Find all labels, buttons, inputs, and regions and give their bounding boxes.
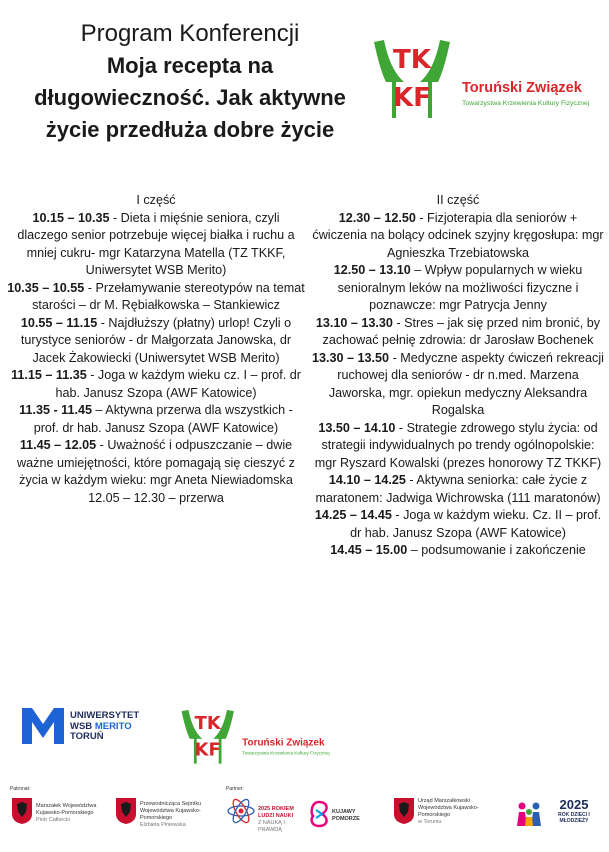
program-part-2 [312,192,604,560]
tkkf-subtitle: Towarzystwa Krzewienia Kultury Fizycznej [462,100,590,107]
agenda-time: 13.10 – 13.30 [315,315,393,330]
agenda-time: 11.35 - 11.45 [19,403,92,417]
wsb-line-2b: MERITO [94,720,132,732]
agenda-time: 12.30 – 12.50 [338,210,416,225]
agenda-item [312,350,604,420]
region-crest-icon [394,798,414,824]
title-line-3: długowieczność. Jak aktywne [34,85,346,110]
agenda-item [6,280,306,315]
svg-text:KF: KF [194,739,221,761]
kujawy-pomorze-icon [308,800,330,828]
partners-footer [0,772,609,852]
wsb-m-icon [22,708,64,744]
children-youth-icon [514,800,544,828]
agenda-desc: - Strategie zdrowego stylu życia: od strategii indywidualnych po trendy ogólnopolskie: mgr Ryszard Kowalski (prezes honorowy TZ TKKF) [314,420,602,470]
agenda-item [312,420,604,473]
agenda-desc: - Fizjoterapia dla seniorów + ćwiczenia na bolący odcinek szyjny kręgosłupa: mgr Agnieszka Trzebiatowska [312,210,604,260]
agenda-desc: – Aktywna przerwa dla wszystkich - prof. dr hab. Janusz Szopa (AWF Katowice) [33,403,293,435]
agenda-item [312,262,604,315]
svg-text:TK: TK [194,713,221,735]
agenda-time: 14.45 – 15.00 [330,543,408,557]
wsb-line-3: TORUŃ [70,731,104,742]
agenda-desc: - Uważność i odpuszczanie – dwie ważne umiejętności, które pomagają się cieszyć z życia w każdym wieku: mgr Aneta Niewiadomska [17,438,295,487]
wsb-merito-logo [22,708,152,744]
region-crest-icon [116,798,136,824]
agenda-time: 14.10 – 14.25 [328,473,406,487]
wsb-line-1: UNIWERSYTET [70,710,140,721]
agenda-item [312,315,604,350]
agenda-desc: - Joga w każdym wieku cz. I – prof. dr hab. Janusz Szopa (AWF Katowice) [55,368,301,400]
kujawy-line-1: KUJAWY [332,809,356,815]
patron-1-name: Piotr Całbecki [36,817,70,823]
tkkf-name-small: Toruński Związek [242,737,325,749]
tkkf-emblem [374,40,450,118]
svg-text:KF: KF [393,83,431,113]
patron-2-name: Elżbieta Piniewska [140,822,186,828]
svg-text:TK: TK [393,45,431,75]
page-title [0,18,380,146]
tkkf-emblem-small [182,710,234,764]
agenda-desc: – Wpływ popularnych w wieku senioralnym leków na możliwości fizyczne i poznawcze: mgr Patrycja Jenny [337,263,583,312]
patronat-label: Patronat: [10,786,31,792]
wsb-line-2a: WSB [70,720,95,732]
part-1-heading: I część [136,193,176,207]
agenda-item [312,210,604,263]
agenda-desc: - Aktywna seniorka: całe życie z maratonem: Jadwiga Wichrowska (111 maratonów) [315,473,601,505]
tkkf-name: Toruński Związek [462,80,582,96]
agenda-time: 11.45 – 12.05 [19,438,97,452]
agenda-desc: - Dieta i mięśnie seniora, czyli dlaczego senior potrzebuje więcej białka i ruchu a mniej cukru- mgr Katarzyna Matella (TZ TKKF, Uniwersytet WSB Merito) [17,210,295,277]
title-line-4: życie przedłuża dobre życie [45,117,335,142]
patron-1-title: Marszałek Województwa Kujawsko-Pomorskiego [36,803,97,816]
partner-label: Partner: [226,786,244,792]
agenda-time: 10.35 – 10.55 [7,280,85,295]
agenda-item [6,437,306,490]
rok-label: ROK DZIECI I MŁODZIEŻY [558,812,590,824]
agenda-desc: - Medyczne aspekty ćwiczeń rekreacji ruchowej dla seniorów - dr n.med. Marzena Jaworska, mgr. opiekun medyczny Aleksandra Rogalska [328,350,604,417]
agenda-desc: - Stres – jak się przed nim bronić, by zachować pełnię zdrowia: dr Jarosław Bochenek [322,315,601,347]
program-part-1 [6,192,306,507]
agenda-item [6,315,306,368]
title-line-1: Program Konferencji [80,20,300,47]
agenda-time: 12.50 – 13.10 [333,263,411,277]
atom-icon [226,796,256,826]
nauka-year: 2025 [258,806,271,812]
break-item: 12.05 – 12.30 – przerwa [88,490,224,505]
agenda-desc: - Najdłuższy (płatny) urlop! Czyli o turystyce seniorów - dr Małgorzata Janowska, dr Jacek Żakowiecki (Uniwersytet WSB Merito) [20,315,292,365]
agenda-item [6,402,306,437]
agenda-item [312,472,604,507]
agenda-time: 13.30 – 13.50 [312,350,390,365]
agenda-time: 10.55 – 11.15 [20,315,98,330]
region-crest-icon [12,798,32,824]
agenda-desc: – podsumowanie i zakończenie [407,543,586,557]
agenda-time: 11.15 – 11.35 [11,368,87,382]
agenda-desc: - Joga w każdym wieku. Cz. II – prof. dr hab. Janusz Szopa (AWF Katowice) [350,508,602,540]
rok-year: 2025 [559,797,589,812]
nauka-label: ROKIEM LUDZI NAUKI [258,806,294,819]
patron-2-title: Przewodnicząca Sejmiku Województwa Kujawsko-Pomorskiego [140,801,202,821]
nauka-sub: Z NAUKĄ I PRAWDĄ [258,820,285,833]
part-2-heading: II część [436,193,480,207]
title-line-2: Moja recepta na [106,53,274,78]
urzad-city: w Toruniu [418,819,442,825]
tkkf-subtitle-small: Towarzystwa Krzewienia Kultury Fizycznej [242,750,330,756]
agenda-item [6,210,306,280]
agenda-item [6,367,306,402]
urzad-title: Urząd Marszałkowski Województwa Kujawsko-Pomorskiego [418,798,479,818]
agenda-desc: - Przełamywanie stereotypów na temat starości – dr M. Rębiałkowska – Stankiewicz [32,280,305,312]
agenda-time: 13.50 – 14.10 [318,420,396,435]
tkkf-logo [370,30,600,120]
agenda-item [312,542,604,560]
tkkf-logo-small [178,703,338,765]
agenda-time: 14.25 – 14.45 [314,508,392,522]
kujawy-line-2: POMORZE [332,816,360,822]
agenda-time: 10.15 – 10.35 [32,210,110,225]
agenda-item [312,507,604,542]
